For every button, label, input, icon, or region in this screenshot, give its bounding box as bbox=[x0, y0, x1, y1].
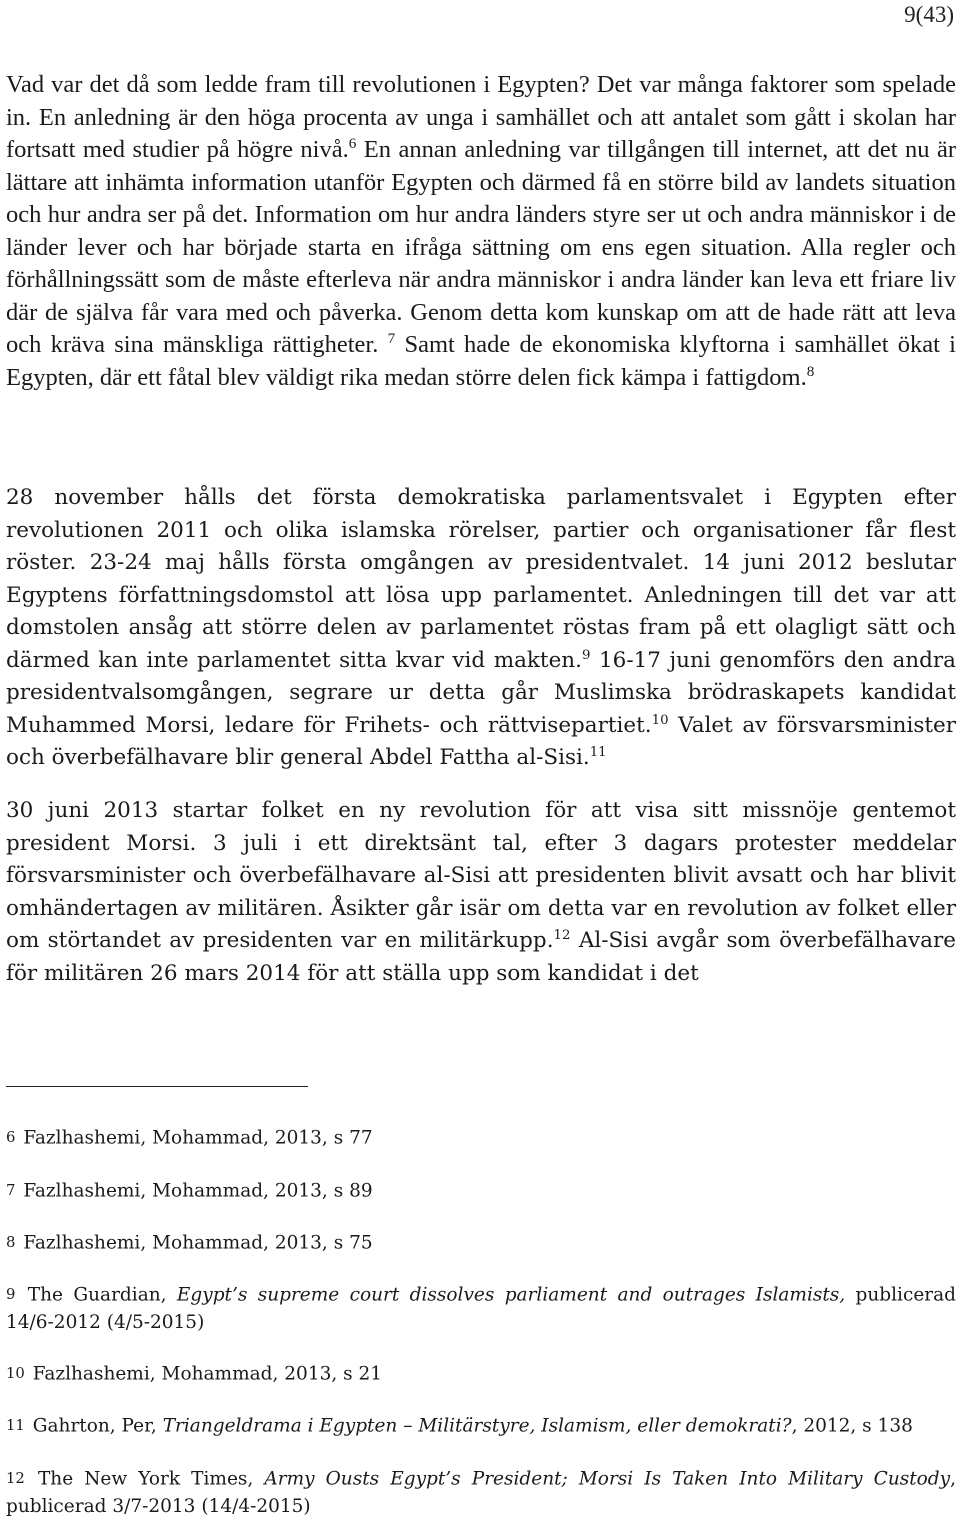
footnote-title: Egypt’s supreme court dissolves parliament and outrages Islamists, bbox=[176, 1284, 846, 1306]
footnote-text: Fazlhashemi, Mohammad, 2013, s 89 bbox=[23, 1180, 373, 1202]
footnote-ref[interactable]: 6 bbox=[348, 134, 357, 152]
footnote-number: 10 bbox=[6, 1365, 25, 1382]
footnote-text: Gahrton, Per, bbox=[32, 1415, 163, 1437]
footnote-title: Army Ousts Egypt’s President; Morsi Is Taken Into Military Custody bbox=[264, 1468, 951, 1490]
footnote-ref[interactable]: 10 bbox=[651, 712, 669, 728]
page-number: 9(43) bbox=[904, 2, 954, 27]
footnote bbox=[6, 1124, 956, 1152]
footnote bbox=[6, 1177, 956, 1205]
paragraph-text: Samt hade de ekonomiska klyftorna i samhället ökat i Egypten, där ett fåtal blev väldigt rika medan större delen fick kämpa i fattigdom. bbox=[6, 331, 956, 391]
footnote-ref[interactable]: 9 bbox=[581, 647, 591, 663]
paragraph-text: 28 november hålls det första demokratiska parlamentsvalet i Egypten efter revolutionen 2011 och olika islamska rörelser, partier och organisationer får flest röster. 23-24 maj hålls första omgången av presidentvalet. 14 juni 2012 beslutar Egyptens författningsdomstol att lösa upp parlamentet. Anledningen till det var att domstolen ansåg att större delen av parlamentet röstas fram på ett olagligt sätt och därmed kan inte parlamentet sitta kvar vid makten. bbox=[6, 485, 956, 673]
paragraph-text: 16-17 juni genomförs den andra presidentvalsomgången, segrare ur detta går Muslimska brödraskapets kandidat Muhammed Morsi, ledare för Frihets- och rättvisepartiet. bbox=[6, 647, 956, 738]
footnote-ref[interactable]: 8 bbox=[806, 362, 815, 380]
footnote-number: 8 bbox=[6, 1234, 16, 1251]
footnote-text: Fazlhashemi, Mohammad, 2013, s 21 bbox=[32, 1363, 383, 1385]
footnote-text: The Guardian, bbox=[27, 1284, 177, 1306]
footnote-number: 7 bbox=[6, 1182, 16, 1199]
paragraph-text: Valet av försvarsminister och överbefälhavare blir general Abdel Fattha al-Sisi. bbox=[6, 712, 956, 770]
footnote-ref[interactable]: 11 bbox=[589, 744, 607, 760]
footnote-text: , 2012, s 138 bbox=[791, 1415, 913, 1437]
footnote-text: Fazlhashemi, Mohammad, 2013, s 75 bbox=[23, 1232, 373, 1254]
footnote-text: Fazlhashemi, Mohammad, 2013, s 77 bbox=[23, 1127, 373, 1149]
paragraph-elections bbox=[6, 482, 956, 775]
footnote-number: 6 bbox=[6, 1129, 16, 1146]
footnote-text: The New York Times, bbox=[37, 1468, 265, 1490]
paragraph-revolution-causes bbox=[6, 69, 956, 394]
footnote-separator bbox=[6, 1086, 308, 1087]
paragraph-text: Al-Sisi avgår som överbefälhavare för militären 26 mars 2014 för att ställa upp som kandidat i det bbox=[6, 928, 956, 986]
paragraph-text: Vad var det då som ledde fram till revolutionen i Egypten? Det var många faktorer som spelade in. En anledning är den höga procenta av unga i samhället och att antalet som gått i skolan har fortsatt med studier på högre nivå. bbox=[6, 71, 956, 163]
paragraph-text: 30 juni 2013 startar folket en ny revolution för att visa sitt missnöje gentemot president Morsi. 3 juli i ett direktsänt tal, efter 3 dagars protester meddelar försvarsminister och överbefälhavare al-Sisi att presidenten blivit avsatt och har blivit omhändertagen av militären. Åsikter går isär om detta var en revolution av folket eller om störtandet av presidenten var en militärkupp. bbox=[6, 798, 956, 953]
paragraph-text: En annan anledning var tillgången till internet, att det nu är lättare att inhämta information utanför Egypten och därmed få en större bild av landets situation och hur andra ser på det. Information om hur andra länders styre ser ut och andra människor i de länder lever och har började starta en ifråga sättning om ens egen situation. Alla regler och förhållningssätt som de måste efterleva när andra människor i andra länder kan leva ett friare liv där de själva får vara med och påverka. Genom detta kom kunskap om att de hade rätt att leva och kräva sina mänskliga rättigheter. bbox=[6, 136, 956, 358]
footnote bbox=[6, 1465, 956, 1521]
paragraph-second-revolution bbox=[6, 795, 956, 990]
footnote bbox=[6, 1412, 956, 1440]
footnote-text: , publicerad 3/7-2013 (14/4-2015) bbox=[6, 1468, 956, 1518]
footnote-text: publicerad 14/6-2012 (4/5-2015) bbox=[6, 1284, 956, 1334]
footnote-ref[interactable]: 12 bbox=[553, 927, 571, 943]
footnote bbox=[6, 1281, 956, 1337]
footnote-title: Triangeldrama i Egypten – Militärstyre, Islamism, eller demokrati? bbox=[162, 1415, 792, 1437]
footnote bbox=[6, 1360, 956, 1388]
footnote-number: 11 bbox=[6, 1417, 25, 1434]
footnote bbox=[6, 1229, 956, 1257]
footnote-number: 9 bbox=[6, 1286, 16, 1303]
footnote-ref[interactable]: 7 bbox=[387, 329, 396, 347]
footnote-number: 12 bbox=[6, 1470, 25, 1487]
